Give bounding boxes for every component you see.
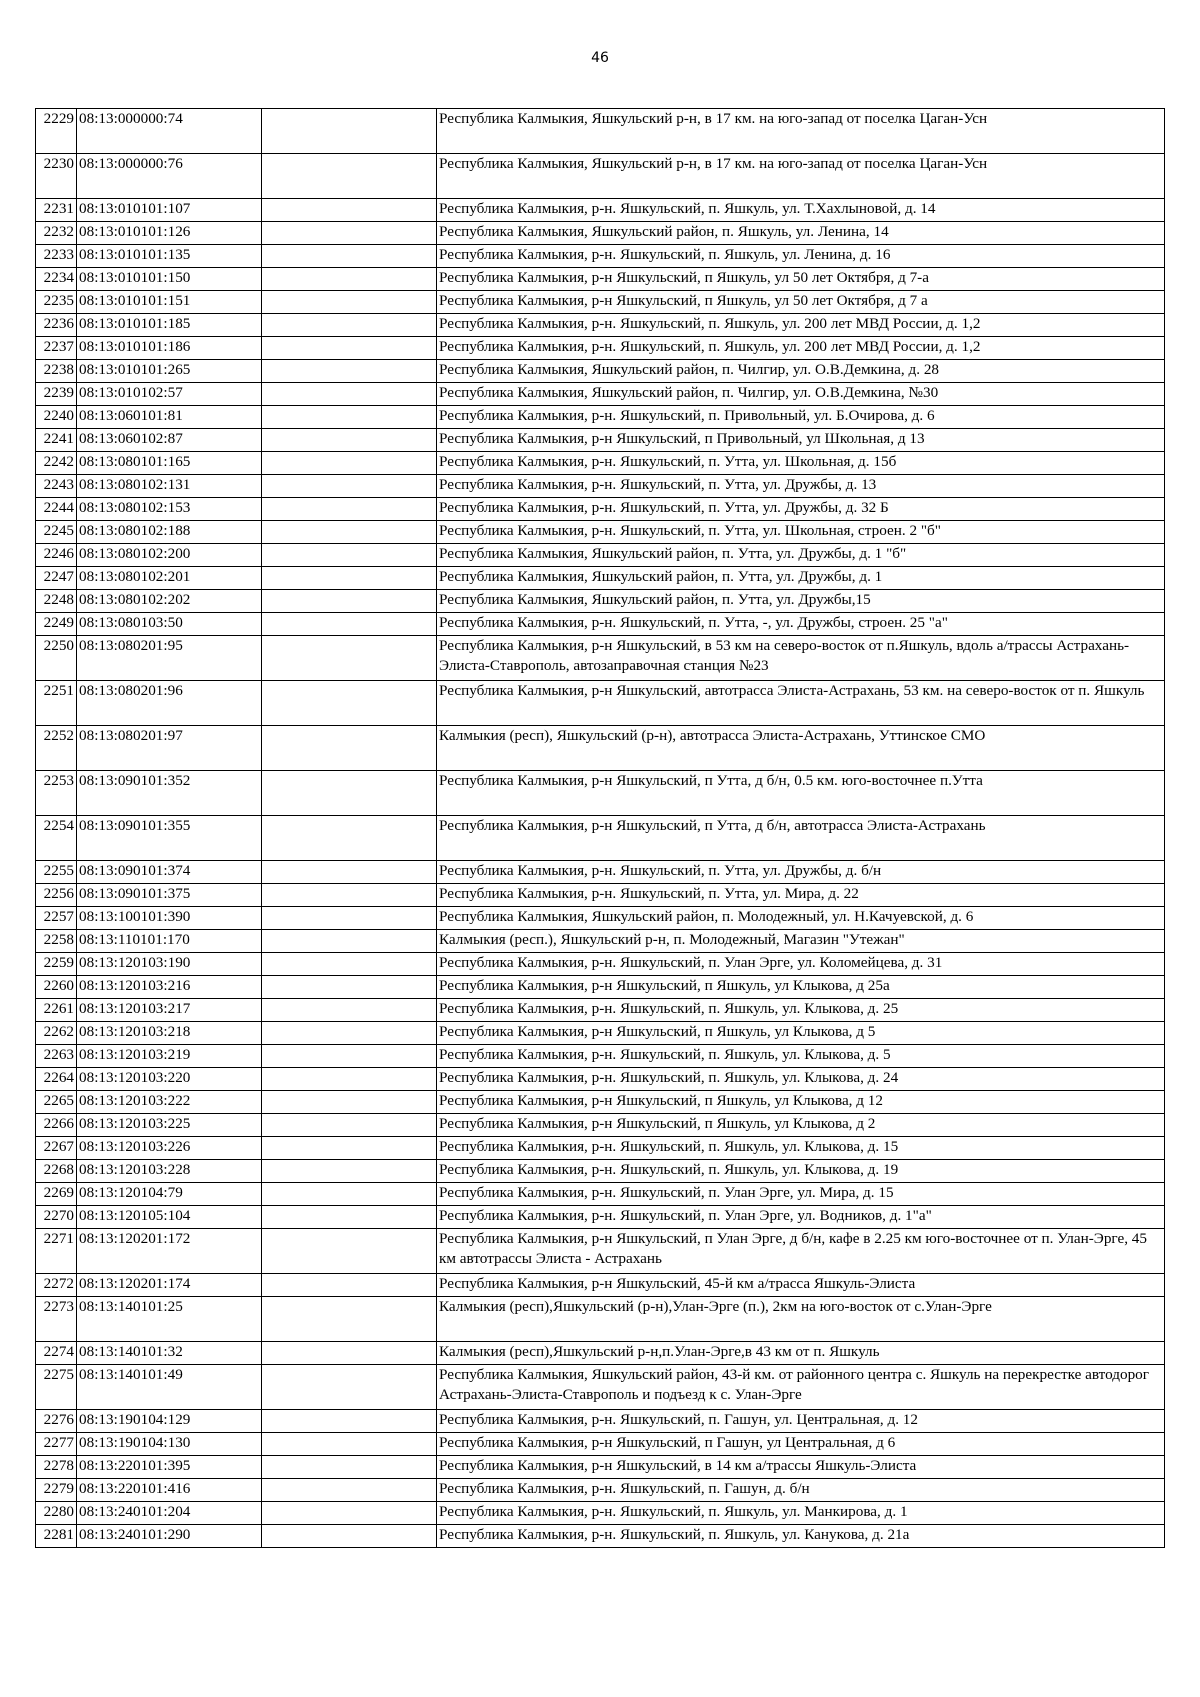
row-number-cell: 2258 [36, 930, 77, 953]
row-number-cell: 2275 [36, 1365, 77, 1410]
address-cell: Республика Калмыкия, р-н Яшкульский, п Утта, д б/н, 0.5 км. юго-восточнее п.Утта [437, 771, 1165, 816]
empty-cell [262, 245, 437, 268]
row-number-cell: 2256 [36, 884, 77, 907]
empty-cell [262, 1433, 437, 1456]
address-cell: Республика Калмыкия, Яшкульский район, п. Чилгир, ул. О.В.Демкина, д. 28 [437, 360, 1165, 383]
empty-cell [262, 360, 437, 383]
table-row [36, 771, 1165, 816]
empty-cell [262, 109, 437, 154]
row-number-cell: 2245 [36, 521, 77, 544]
cadastral-number-cell: 08:13:010101:135 [77, 245, 262, 268]
cadastral-number-cell: 08:13:080102:188 [77, 521, 262, 544]
row-number-cell: 2244 [36, 498, 77, 521]
address-cell: Республика Калмыкия, р-н. Яшкульский, п. Яшкуль, ул. Ленина, д. 16 [437, 245, 1165, 268]
registry-table-body [36, 109, 1165, 1548]
table-row [36, 199, 1165, 222]
row-number-cell: 2259 [36, 953, 77, 976]
empty-cell [262, 199, 437, 222]
row-number-cell: 2279 [36, 1479, 77, 1502]
cadastral-number-cell: 08:13:010101:265 [77, 360, 262, 383]
address-cell: Республика Калмыкия, р-н. Яшкульский, п. Яшкуль, ул. 200 лет МВД России, д. 1,2 [437, 337, 1165, 360]
row-number-cell: 2261 [36, 999, 77, 1022]
row-number-cell: 2238 [36, 360, 77, 383]
table-row [36, 1068, 1165, 1091]
row-number-cell: 2255 [36, 861, 77, 884]
empty-cell [262, 567, 437, 590]
table-row [36, 291, 1165, 314]
empty-cell [262, 1479, 437, 1502]
row-number-cell: 2278 [36, 1456, 77, 1479]
cadastral-number-cell: 08:13:120103:218 [77, 1022, 262, 1045]
table-row [36, 590, 1165, 613]
address-cell: Республика Калмыкия, Яшкульский район, п. Утта, ул. Дружбы,15 [437, 590, 1165, 613]
empty-cell [262, 1365, 437, 1410]
table-row [36, 1022, 1165, 1045]
row-number-cell: 2249 [36, 613, 77, 636]
row-number-cell: 2248 [36, 590, 77, 613]
table-row [36, 1502, 1165, 1525]
table-row [36, 953, 1165, 976]
address-cell: Республика Калмыкия, р-н. Яшкульский, п. Гашун, ул. Центральная, д. 12 [437, 1410, 1165, 1433]
table-row [36, 930, 1165, 953]
empty-cell [262, 291, 437, 314]
table-row [36, 452, 1165, 475]
cadastral-number-cell: 08:13:080102:202 [77, 590, 262, 613]
address-cell: Республика Калмыкия, р-н Яшкульский, п Яшкуль, ул 50 лет Октября, д 7 а [437, 291, 1165, 314]
empty-cell [262, 953, 437, 976]
table-row [36, 337, 1165, 360]
row-number-cell: 2250 [36, 636, 77, 681]
row-number-cell: 2230 [36, 154, 77, 199]
address-cell: Республика Калмыкия, р-н. Яшкульский, п. Яшкуль, ул. Канукова, д. 21а [437, 1525, 1165, 1548]
empty-cell [262, 222, 437, 245]
empty-cell [262, 1342, 437, 1365]
empty-cell [262, 1183, 437, 1206]
cadastral-number-cell: 08:13:140101:32 [77, 1342, 262, 1365]
cadastral-number-cell: 08:13:090101:374 [77, 861, 262, 884]
empty-cell [262, 999, 437, 1022]
cadastral-number-cell: 08:13:220101:395 [77, 1456, 262, 1479]
row-number-cell: 2234 [36, 268, 77, 291]
table-row [36, 406, 1165, 429]
table-row [36, 636, 1165, 681]
row-number-cell: 2263 [36, 1045, 77, 1068]
table-row [36, 907, 1165, 930]
empty-cell [262, 1410, 437, 1433]
cadastral-number-cell: 08:13:010101:151 [77, 291, 262, 314]
table-row [36, 726, 1165, 771]
empty-cell [262, 636, 437, 681]
table-row [36, 613, 1165, 636]
address-cell: Республика Калмыкия, р-н. Яшкульский, п. Яшкуль, ул. Клыкова, д. 25 [437, 999, 1165, 1022]
row-number-cell: 2270 [36, 1206, 77, 1229]
row-number-cell: 2246 [36, 544, 77, 567]
empty-cell [262, 907, 437, 930]
table-row [36, 816, 1165, 861]
row-number-cell: 2257 [36, 907, 77, 930]
row-number-cell: 2252 [36, 726, 77, 771]
empty-cell [262, 884, 437, 907]
address-cell: Республика Калмыкия, Яшкульский район, п. Молодежный, ул. Н.Качуевской, д. 6 [437, 907, 1165, 930]
cadastral-number-cell: 08:13:010101:107 [77, 199, 262, 222]
address-cell: Республика Калмыкия, р-н. Яшкульский, п. Улан Эрге, ул. Водников, д. 1"а" [437, 1206, 1165, 1229]
table-row [36, 861, 1165, 884]
empty-cell [262, 1114, 437, 1137]
cadastral-number-cell: 08:13:080201:97 [77, 726, 262, 771]
address-cell: Калмыкия (респ), Яшкульский (р-н), автотрасса Элиста-Астрахань, Уттинское СМО [437, 726, 1165, 771]
address-cell: Республика Калмыкия, р-н. Яшкульский, п. Утта, ул. Мира, д. 22 [437, 884, 1165, 907]
empty-cell [262, 154, 437, 199]
table-row [36, 222, 1165, 245]
table-row [36, 1091, 1165, 1114]
cadastral-number-cell: 08:13:000000:74 [77, 109, 262, 154]
empty-cell [262, 1068, 437, 1091]
cadastral-number-cell: 08:13:120103:225 [77, 1114, 262, 1137]
row-number-cell: 2273 [36, 1297, 77, 1342]
cadastral-number-cell: 08:13:010101:186 [77, 337, 262, 360]
table-row [36, 1183, 1165, 1206]
address-cell: Республика Калмыкия, р-н Яшкульский, п Улан Эрге, д б/н, кафе в 2.25 км юго-восточнее от п. Улан-Эрге, 45 км автотрассы Элиста - Астрахань [437, 1229, 1165, 1274]
table-row [36, 314, 1165, 337]
empty-cell [262, 337, 437, 360]
empty-cell [262, 681, 437, 726]
address-cell: Республика Калмыкия, р-н. Яшкульский, п. Улан Эрге, ул. Мира, д. 15 [437, 1183, 1165, 1206]
address-cell: Республика Калмыкия, р-н Яшкульский, 45-й км а/трасса Яшкуль-Элиста [437, 1274, 1165, 1297]
cadastral-number-cell: 08:13:120103:222 [77, 1091, 262, 1114]
table-row [36, 109, 1165, 154]
row-number-cell: 2267 [36, 1137, 77, 1160]
address-cell: Калмыкия (респ),Яшкульский (р-н),Улан-Эрге (п.), 2км на юго-восток от с.Улан-Эрге [437, 1297, 1165, 1342]
cadastral-number-cell: 08:13:080201:95 [77, 636, 262, 681]
address-cell: Республика Калмыкия, р-н. Яшкульский, п. Утта, ул. Школьная, строен. 2 "б" [437, 521, 1165, 544]
table-row [36, 1114, 1165, 1137]
address-cell: Республика Калмыкия, р-н. Яшкульский, п. Яшкуль, ул. 200 лет МВД России, д. 1,2 [437, 314, 1165, 337]
empty-cell [262, 1022, 437, 1045]
cadastral-number-cell: 08:13:190104:129 [77, 1410, 262, 1433]
table-row [36, 681, 1165, 726]
address-cell: Республика Калмыкия, Яшкульский район, п. Утта, ул. Дружбы, д. 1 [437, 567, 1165, 590]
cadastral-number-cell: 08:13:120103:220 [77, 1068, 262, 1091]
cadastral-number-cell: 08:13:190104:130 [77, 1433, 262, 1456]
empty-cell [262, 1137, 437, 1160]
table-row [36, 884, 1165, 907]
empty-cell [262, 613, 437, 636]
row-number-cell: 2251 [36, 681, 77, 726]
registry-table [35, 108, 1165, 1548]
address-cell: Республика Калмыкия, р-н. Яшкульский, п. Улан Эрге, ул. Коломейцева, д. 31 [437, 953, 1165, 976]
address-cell: Республика Калмыкия, р-н. Яшкульский, п. Яшкуль, ул. Т.Хахлыновой, д. 14 [437, 199, 1165, 222]
table-row [36, 1410, 1165, 1433]
row-number-cell: 2239 [36, 383, 77, 406]
row-number-cell: 2268 [36, 1160, 77, 1183]
table-row [36, 999, 1165, 1022]
table-row [36, 1137, 1165, 1160]
row-number-cell: 2277 [36, 1433, 77, 1456]
cadastral-number-cell: 08:13:120104:79 [77, 1183, 262, 1206]
row-number-cell: 2271 [36, 1229, 77, 1274]
address-cell: Республика Калмыкия, р-н. Яшкульский, п. Утта, ул. Школьная, д. 15б [437, 452, 1165, 475]
row-number-cell: 2253 [36, 771, 77, 816]
row-number-cell: 2235 [36, 291, 77, 314]
row-number-cell: 2233 [36, 245, 77, 268]
row-number-cell: 2264 [36, 1068, 77, 1091]
cadastral-number-cell: 08:13:220101:416 [77, 1479, 262, 1502]
cadastral-number-cell: 08:13:080102:201 [77, 567, 262, 590]
row-number-cell: 2280 [36, 1502, 77, 1525]
empty-cell [262, 544, 437, 567]
empty-cell [262, 1160, 437, 1183]
table-row [36, 429, 1165, 452]
cadastral-number-cell: 08:13:010101:126 [77, 222, 262, 245]
row-number-cell: 2241 [36, 429, 77, 452]
empty-cell [262, 429, 437, 452]
empty-cell [262, 1274, 437, 1297]
table-row [36, 268, 1165, 291]
cadastral-number-cell: 08:13:240101:204 [77, 1502, 262, 1525]
table-row [36, 1045, 1165, 1068]
empty-cell [262, 498, 437, 521]
empty-cell [262, 1502, 437, 1525]
address-cell: Республика Калмыкия, Яшкульский район, 43-й км. от районного центра с. Яшкуль на перекрестке автодорог Астрахань-Элиста-Ставрополь и подъезд к с. Улан-Эрге [437, 1365, 1165, 1410]
table-row [36, 498, 1165, 521]
cadastral-number-cell: 08:13:090101:352 [77, 771, 262, 816]
address-cell: Республика Калмыкия, р-н. Яшкульский, п. Яшкуль, ул. Манкирова, д. 1 [437, 1502, 1165, 1525]
row-number-cell: 2269 [36, 1183, 77, 1206]
cadastral-number-cell: 08:13:120201:174 [77, 1274, 262, 1297]
table-row [36, 245, 1165, 268]
page-number: 46 [591, 50, 609, 66]
table-row [36, 1456, 1165, 1479]
empty-cell [262, 771, 437, 816]
address-cell: Республика Калмыкия, р-н Яшкульский, п Яшкуль, ул 50 лет Октября, д 7-а [437, 268, 1165, 291]
row-number-cell: 2229 [36, 109, 77, 154]
cadastral-number-cell: 08:13:120103:216 [77, 976, 262, 999]
row-number-cell: 2243 [36, 475, 77, 498]
row-number-cell: 2247 [36, 567, 77, 590]
table-row [36, 1229, 1165, 1274]
cadastral-number-cell: 08:13:120105:104 [77, 1206, 262, 1229]
address-cell: Республика Калмыкия, р-н Яшкульский, п Яшкуль, ул Клыкова, д 12 [437, 1091, 1165, 1114]
cadastral-number-cell: 08:13:090101:375 [77, 884, 262, 907]
cadastral-number-cell: 08:13:080101:165 [77, 452, 262, 475]
address-cell: Республика Калмыкия, р-н. Яшкульский, п. Утта, ул. Дружбы, д. 32 Б [437, 498, 1165, 521]
empty-cell [262, 1206, 437, 1229]
row-number-cell: 2231 [36, 199, 77, 222]
address-cell: Республика Калмыкия, р-н. Яшкульский, п. Яшкуль, ул. Клыкова, д. 19 [437, 1160, 1165, 1183]
row-number-cell: 2240 [36, 406, 77, 429]
address-cell: Республика Калмыкия, р-н. Яшкульский, п. Утта, -, ул. Дружбы, строен. 25 "а" [437, 613, 1165, 636]
empty-cell [262, 1045, 437, 1068]
empty-cell [262, 930, 437, 953]
cadastral-number-cell: 08:13:120201:172 [77, 1229, 262, 1274]
address-cell: Республика Калмыкия, р-н Яшкульский, п Яшкуль, ул Клыкова, д 5 [437, 1022, 1165, 1045]
empty-cell [262, 314, 437, 337]
address-cell: Республика Калмыкия, р-н. Яшкульский, п. Гашун, д. б/н [437, 1479, 1165, 1502]
cadastral-number-cell: 08:13:120103:226 [77, 1137, 262, 1160]
empty-cell [262, 816, 437, 861]
table-row [36, 1342, 1165, 1365]
cadastral-number-cell: 08:13:010101:185 [77, 314, 262, 337]
row-number-cell: 2232 [36, 222, 77, 245]
address-cell: Республика Калмыкия, р-н Яшкульский, п Утта, д б/н, автотрасса Элиста-Астрахань [437, 816, 1165, 861]
empty-cell [262, 1297, 437, 1342]
cadastral-number-cell: 08:13:140101:49 [77, 1365, 262, 1410]
address-cell: Республика Калмыкия, р-н. Яшкульский, п. Привольный, ул. Б.Очирова, д. 6 [437, 406, 1165, 429]
cadastral-number-cell: 08:13:240101:290 [77, 1525, 262, 1548]
address-cell: Республика Калмыкия, р-н Яшкульский, п Яшкуль, ул Клыкова, д 25а [437, 976, 1165, 999]
row-number-cell: 2262 [36, 1022, 77, 1045]
cadastral-number-cell: 08:13:080102:131 [77, 475, 262, 498]
empty-cell [262, 1525, 437, 1548]
table-row [36, 567, 1165, 590]
address-cell: Республика Калмыкия, р-н. Яшкульский, п. Яшкуль, ул. Клыкова, д. 5 [437, 1045, 1165, 1068]
table-row [36, 1160, 1165, 1183]
address-cell: Республика Калмыкия, Яшкульский район, п. Чилгир, ул. О.В.Демкина, №30 [437, 383, 1165, 406]
address-cell: Республика Калмыкия, р-н. Яшкульский, п. Утта, ул. Дружбы, д. 13 [437, 475, 1165, 498]
row-number-cell: 2260 [36, 976, 77, 999]
empty-cell [262, 590, 437, 613]
cadastral-number-cell: 08:13:100101:390 [77, 907, 262, 930]
table-row [36, 544, 1165, 567]
table-row [36, 1274, 1165, 1297]
empty-cell [262, 861, 437, 884]
table-row [36, 1365, 1165, 1410]
row-number-cell: 2242 [36, 452, 77, 475]
table-row [36, 475, 1165, 498]
address-cell: Республика Калмыкия, р-н Яшкульский, п Привольный, ул Школьная, д 13 [437, 429, 1165, 452]
table-row [36, 976, 1165, 999]
row-number-cell: 2236 [36, 314, 77, 337]
empty-cell [262, 1229, 437, 1274]
cadastral-number-cell: 08:13:080102:200 [77, 544, 262, 567]
empty-cell [262, 521, 437, 544]
address-cell: Республика Калмыкия, р-н Яшкульский, в 14 км а/трассы Яшкуль-Элиста [437, 1456, 1165, 1479]
table-row [36, 383, 1165, 406]
row-number-cell: 2237 [36, 337, 77, 360]
cadastral-number-cell: 08:13:080103:50 [77, 613, 262, 636]
empty-cell [262, 452, 437, 475]
cadastral-number-cell: 08:13:120103:190 [77, 953, 262, 976]
address-cell: Республика Калмыкия, р-н Яшкульский, п Яшкуль, ул Клыкова, д 2 [437, 1114, 1165, 1137]
empty-cell [262, 268, 437, 291]
empty-cell [262, 976, 437, 999]
empty-cell [262, 406, 437, 429]
address-cell: Республика Калмыкия, р-н. Яшкульский, п. Яшкуль, ул. Клыкова, д. 15 [437, 1137, 1165, 1160]
address-cell: Республика Калмыкия, р-н. Яшкульский, п. Яшкуль, ул. Клыкова, д. 24 [437, 1068, 1165, 1091]
cadastral-number-cell: 08:13:140101:25 [77, 1297, 262, 1342]
row-number-cell: 2281 [36, 1525, 77, 1548]
address-cell: Республика Калмыкия, р-н. Яшкульский, п. Утта, ул. Дружбы, д. б/н [437, 861, 1165, 884]
row-number-cell: 2265 [36, 1091, 77, 1114]
address-cell: Республика Калмыкия, Яшкульский р-н, в 17 км. на юго-запад от поселка Цаган-Усн [437, 154, 1165, 199]
table-row [36, 1206, 1165, 1229]
empty-cell [262, 726, 437, 771]
row-number-cell: 2254 [36, 816, 77, 861]
cadastral-number-cell: 08:13:060102:87 [77, 429, 262, 452]
cadastral-number-cell: 08:13:120103:217 [77, 999, 262, 1022]
table-row [36, 1297, 1165, 1342]
address-cell: Республика Калмыкия, р-н Яшкульский, в 53 км на северо-восток от п.Яшкуль, вдоль а/трассы Астрахань-Элиста-Ставрополь, автозаправочная станция №23 [437, 636, 1165, 681]
table-row [36, 521, 1165, 544]
address-cell: Калмыкия (респ.), Яшкульский р-н, п. Молодежный, Магазин "Утежан" [437, 930, 1165, 953]
cadastral-number-cell: 08:13:110101:170 [77, 930, 262, 953]
address-cell: Республика Калмыкия, Яшкульский район, п. Утта, ул. Дружбы, д. 1 "б" [437, 544, 1165, 567]
empty-cell [262, 383, 437, 406]
table-row [36, 154, 1165, 199]
cadastral-number-cell: 08:13:120103:219 [77, 1045, 262, 1068]
cadastral-number-cell: 08:13:090101:355 [77, 816, 262, 861]
empty-cell [262, 1456, 437, 1479]
address-cell: Республика Калмыкия, р-н Яшкульский, автотрасса Элиста-Астрахань, 53 км. на северо-восток от п. Яшкуль [437, 681, 1165, 726]
cadastral-number-cell: 08:13:060101:81 [77, 406, 262, 429]
address-cell: Республика Калмыкия, Яшкульский р-н, в 17 км. на юго-запад от поселка Цаган-Усн [437, 109, 1165, 154]
row-number-cell: 2274 [36, 1342, 77, 1365]
empty-cell [262, 1091, 437, 1114]
address-cell: Калмыкия (респ),Яшкульский р-н,п.Улан-Эрге,в 43 км от п. Яшкуль [437, 1342, 1165, 1365]
cadastral-number-cell: 08:13:010102:57 [77, 383, 262, 406]
cadastral-number-cell: 08:13:080102:153 [77, 498, 262, 521]
cadastral-number-cell: 08:13:000000:76 [77, 154, 262, 199]
row-number-cell: 2272 [36, 1274, 77, 1297]
table-row [36, 1433, 1165, 1456]
table-row [36, 1525, 1165, 1548]
cadastral-number-cell: 08:13:120103:228 [77, 1160, 262, 1183]
cadastral-number-cell: 08:13:080201:96 [77, 681, 262, 726]
cadastral-number-cell: 08:13:010101:150 [77, 268, 262, 291]
row-number-cell: 2276 [36, 1410, 77, 1433]
row-number-cell: 2266 [36, 1114, 77, 1137]
table-row [36, 360, 1165, 383]
empty-cell [262, 475, 437, 498]
address-cell: Республика Калмыкия, Яшкульский район, п. Яшкуль, ул. Ленина, 14 [437, 222, 1165, 245]
table-row [36, 1479, 1165, 1502]
address-cell: Республика Калмыкия, р-н Яшкульский, п Гашун, ул Центральная, д 6 [437, 1433, 1165, 1456]
